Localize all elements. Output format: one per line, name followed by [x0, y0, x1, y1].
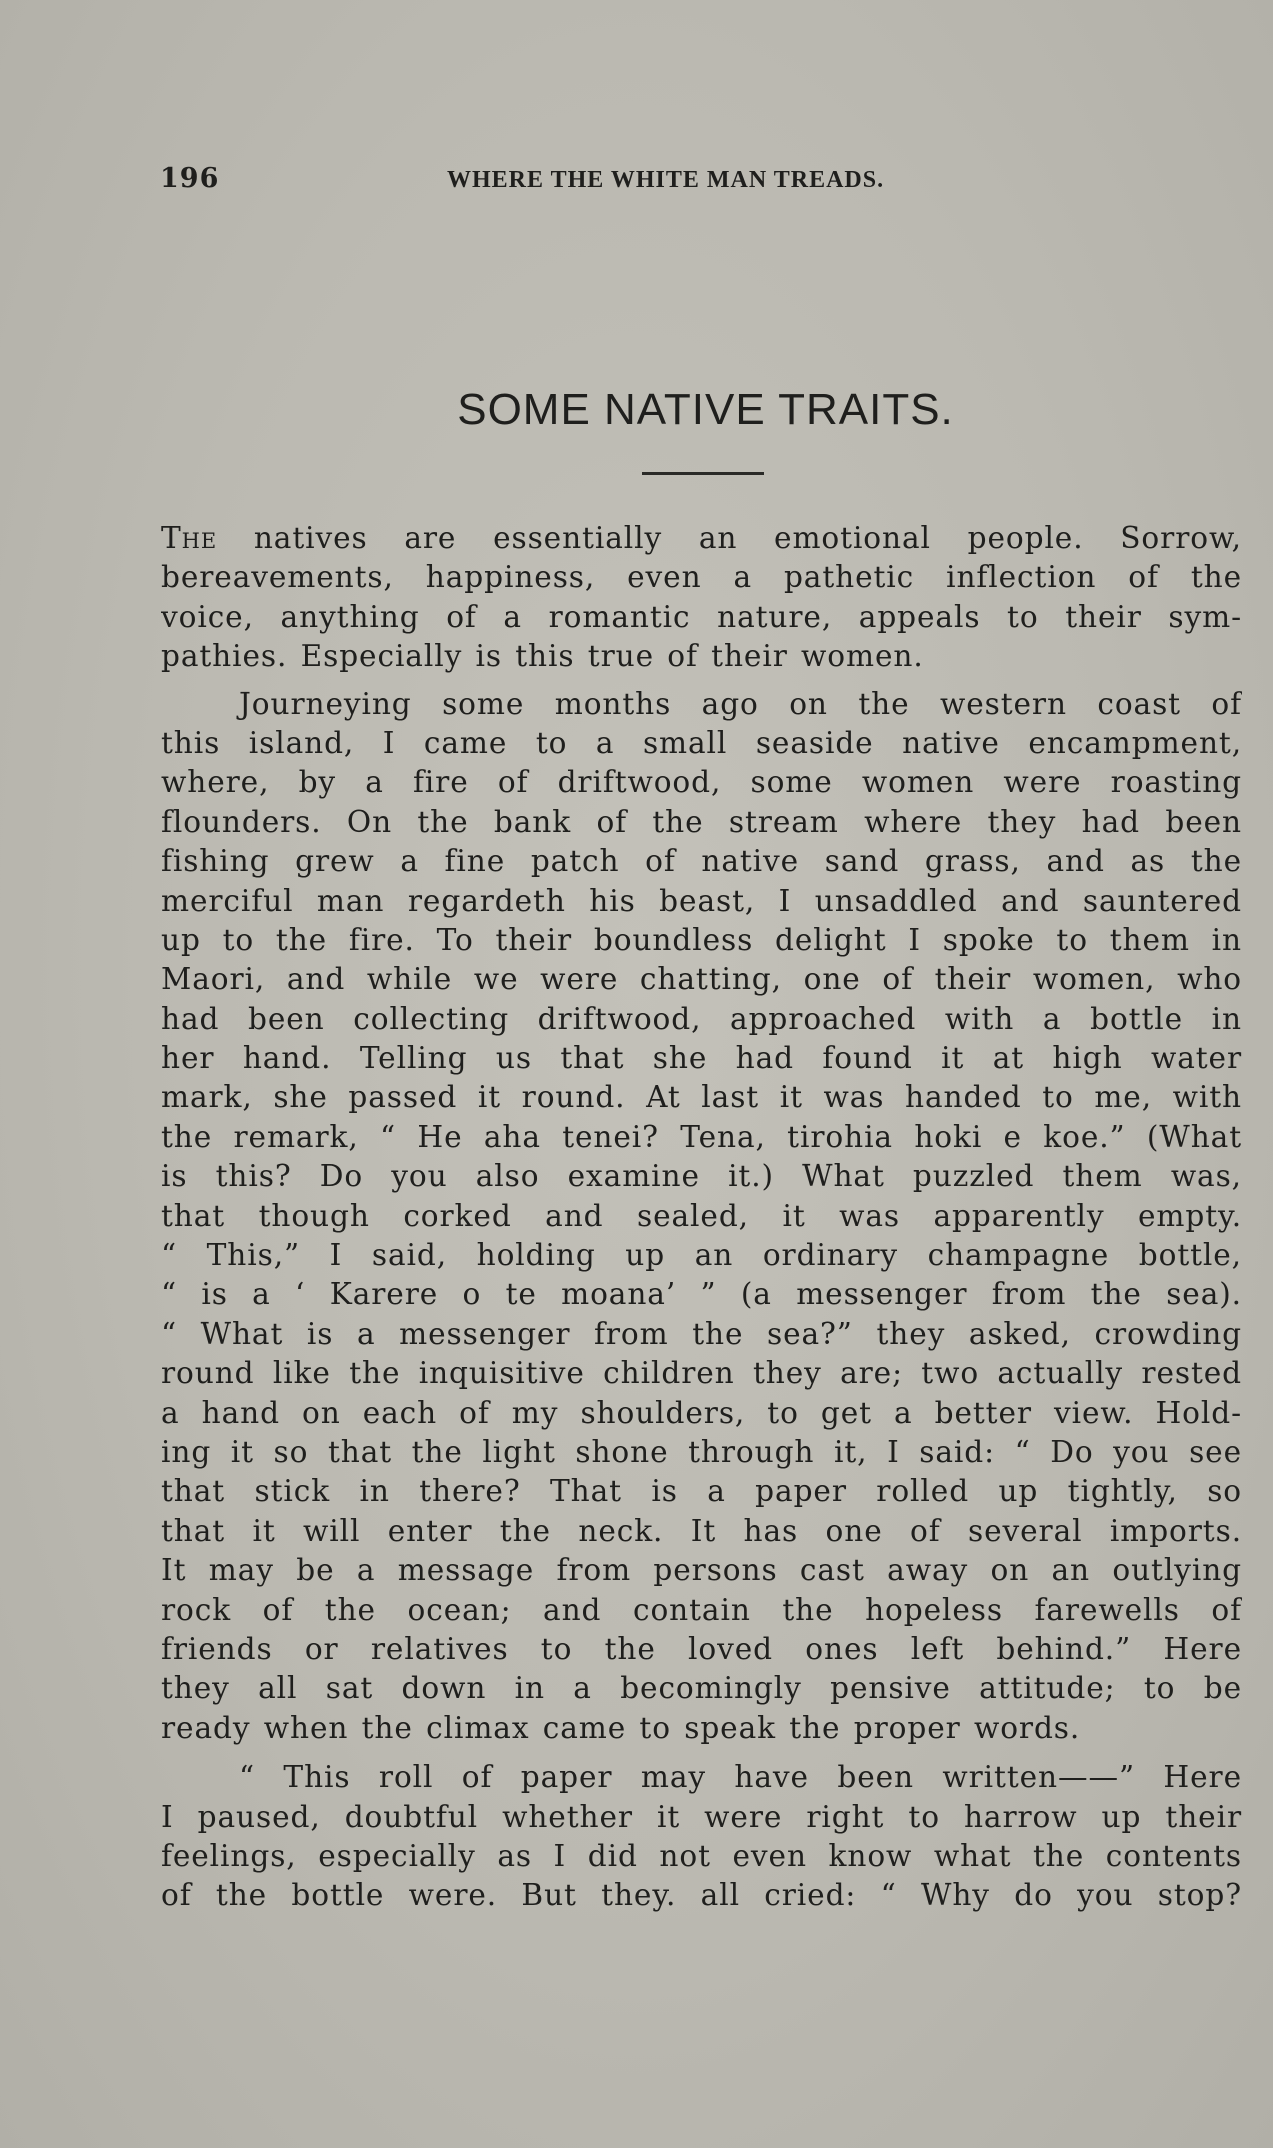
- text-line: had been collecting driftwood, approached with a bottle in: [161, 1001, 1242, 1036]
- text-line: a hand on each of my shoulders, to get a better view. Hold-: [161, 1395, 1242, 1430]
- page-number: 196: [160, 163, 220, 194]
- text-line: bereavements, happiness, even a pathetic inflection of the: [161, 560, 1242, 595]
- text-line: It may be a message from persons cast away on an outlying: [161, 1553, 1242, 1588]
- text-line: “ What is a messenger from the sea?” they asked, crowding: [161, 1316, 1242, 1351]
- body-text: [161, 519, 1242, 1916]
- text-line: is this? Do you also examine it.) What puzzled them was,: [161, 1159, 1242, 1194]
- text-line: fishing grew a fine patch of native sand grass, and as the: [161, 844, 1242, 879]
- text-line: flounders. On the bank of the stream where they had been: [161, 804, 1242, 839]
- chapter-title: SOME NATIVE TRAITS.: [457, 385, 954, 434]
- text-line: merciful man regardeth his beast, I unsaddled and sauntered: [161, 883, 1242, 918]
- text-line: mark, she passed it round. At last it was handed to me, with: [161, 1080, 1242, 1115]
- text-line: her hand. Telling us that she had found it at high water: [161, 1041, 1242, 1076]
- text-line: Journeying some months ago on the western coast of: [239, 686, 1242, 721]
- text-line: I paused, doubtful whether it were right to harrow up their: [161, 1799, 1242, 1834]
- text-line: rock of the ocean; and contain the hopeless farewells of: [161, 1592, 1242, 1627]
- text-line: feelings, especially as I did not even know what the contents: [161, 1838, 1242, 1873]
- text-line: “ is a ‘ Karere o te moana’ ” (a messenger from the sea).: [161, 1277, 1242, 1312]
- text-line: that it will enter the neck. It has one of several imports.: [161, 1513, 1242, 1548]
- text-line: of the bottle were. But they. all cried: “ Why do you stop?: [161, 1878, 1242, 1913]
- text-line: that stick in there? That is a paper rolled up tightly, so: [161, 1474, 1242, 1509]
- text-line: where, by a fire of driftwood, some women were roasting: [161, 765, 1242, 800]
- text-line: up to the fire. To their boundless delight I spoke to them in: [161, 922, 1242, 957]
- text-line: ready when the climax came to speak the proper words.: [161, 1710, 1081, 1745]
- paragraph-2: [161, 685, 1242, 1749]
- running-title: WHERE THE WHITE MAN TREADS.: [447, 167, 885, 193]
- text-line: they all sat down in a becomingly pensive attitude; to be: [161, 1671, 1242, 1706]
- text-line: friends or relatives to the loved ones left behind.” Here: [161, 1631, 1242, 1666]
- paragraph-3: [161, 1758, 1242, 1916]
- running-head: [160, 163, 1130, 199]
- text-line: Maori, and while we were chatting, one of their women, who: [161, 962, 1242, 997]
- text-line: round like the inquisitive children they are; two actually rested: [161, 1356, 1242, 1391]
- text-line: this island, I came to a small seaside native encampment,: [161, 725, 1242, 760]
- text-line: “ This roll of paper may have been written——” Here: [239, 1760, 1242, 1795]
- text-line: The natives are essentially an emotional people. Sorrow,: [161, 521, 1242, 555]
- title-rule: [642, 472, 764, 475]
- text-line: pathies. Especially is this true of their women.: [161, 639, 924, 674]
- text-line: “ This,” I said, holding up an ordinary champagne bottle,: [161, 1238, 1242, 1273]
- paragraph-1: [161, 519, 1242, 677]
- text-line: the remark, “ He aha tenei? Tena, tirohia hoki e koe.” (What: [161, 1119, 1242, 1154]
- text-line: voice, anything of a romantic nature, appeals to their sym-: [161, 599, 1242, 634]
- lead-word: The: [161, 521, 218, 555]
- text-line: that though corked and sealed, it was apparently empty.: [161, 1198, 1242, 1233]
- text-line: ing it so that the light shone through it, I said: “ Do you see: [161, 1434, 1242, 1469]
